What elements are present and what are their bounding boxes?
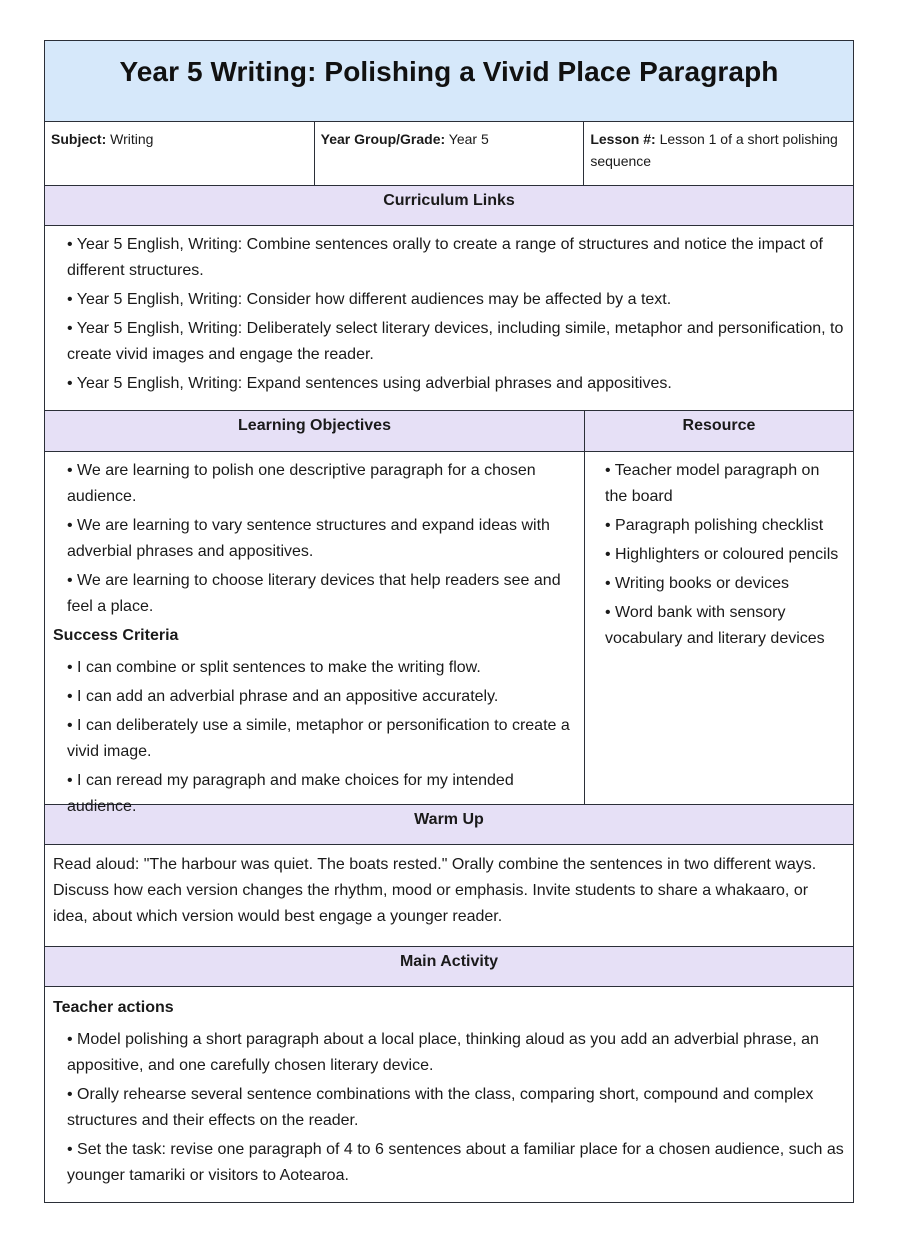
lesson-number-label: Lesson #: xyxy=(590,131,656,147)
list-item: • Highlighters or coloured pencils xyxy=(605,542,845,568)
main-activity-heading: Main Activity xyxy=(45,947,853,987)
objectives-resource-row xyxy=(45,452,853,815)
list-item: • I can deliberately use a simile, metaphor or personification to create a vivid image. xyxy=(67,713,576,765)
meta-row xyxy=(45,122,853,186)
curriculum-links-heading: Curriculum Links xyxy=(45,186,853,226)
title-row xyxy=(45,41,853,122)
teacher-actions-list xyxy=(53,1027,845,1189)
main-activity-section xyxy=(45,987,853,1202)
list-item: • Orally rehearse several sentence combinations with the class, comparing short, compound and complex structures and their effects on the reader. xyxy=(67,1082,845,1134)
list-item: • Year 5 English, Writing: Expand sentences using adverbial phrases and appositives. xyxy=(67,371,845,397)
year-group-label: Year Group/Grade: xyxy=(320,131,446,147)
success-criteria-heading: Success Criteria xyxy=(53,627,179,644)
curriculum-links-section xyxy=(45,226,853,411)
list-item: • Year 5 English, Writing: Combine sentences orally to create a range of structures and notice the impact of different structures. xyxy=(67,232,845,284)
warm-up-text: Read aloud: "The harbour was quiet. The boats rested." Orally combine the sentences in two different ways. Discuss how each version changes the rhythm, mood or emphasis. Invite students to share a whakaaro, or idea, about which version would best engage a younger reader. xyxy=(45,845,853,947)
subject-value: Writing xyxy=(110,131,154,147)
resource-list xyxy=(591,458,845,652)
success-criteria-list xyxy=(53,655,576,820)
objectives-resource-heading-row xyxy=(45,411,853,452)
lesson-number-cell xyxy=(583,122,853,185)
list-item: • Year 5 English, Writing: Deliberately select literary devices, including simile, metaphor and personification, to create vivid images and engage the reader. xyxy=(67,316,845,368)
learning-objectives-heading: Learning Objectives xyxy=(45,411,585,451)
learning-objectives-cell xyxy=(45,452,585,815)
list-item: • Word bank with sensory vocabulary and literary devices xyxy=(605,600,845,652)
learning-objectives-list xyxy=(53,458,576,620)
list-item: • Teacher model paragraph on the board xyxy=(605,458,845,510)
list-item: • We are learning to choose literary devices that help readers see and feel a place. xyxy=(67,568,576,620)
list-item: • I can add an adverbial phrase and an appositive accurately. xyxy=(67,684,576,710)
list-item: • Model polishing a short paragraph about a local place, thinking aloud as you add an adverbial phrase, an appositive, and one carefully chosen literary device. xyxy=(67,1027,845,1079)
resource-heading: Resource xyxy=(682,417,756,434)
list-item: • Paragraph polishing checklist xyxy=(605,513,845,539)
lesson-number-value: Lesson 1 of a short polishing sequence xyxy=(590,131,838,169)
list-item: • Writing books or devices xyxy=(605,571,845,597)
teacher-actions-heading: Teacher actions xyxy=(53,999,174,1016)
list-item: • I can reread my paragraph and make choices for my intended audience. xyxy=(67,768,576,820)
list-item: • Year 5 English, Writing: Consider how different audiences may be affected by a text. xyxy=(67,287,845,313)
list-item: • We are learning to polish one descriptive paragraph for a chosen audience. xyxy=(67,458,576,510)
subject-cell xyxy=(45,122,314,185)
curriculum-links-list xyxy=(53,232,845,397)
lesson-plan-table xyxy=(44,40,854,1203)
year-group-value: Year 5 xyxy=(448,131,489,147)
year-group-cell xyxy=(314,122,584,185)
resource-cell xyxy=(585,452,853,804)
warm-up-heading: Warm Up xyxy=(45,805,853,845)
subject-label: Subject: xyxy=(51,131,107,147)
list-item: • Set the task: revise one paragraph of 4 to 6 sentences about a familiar place for a chosen audience, such as younger tamariki or visitors to Aotearoa. xyxy=(67,1137,845,1189)
page-title: Year 5 Writing: Polishing a Vivid Place Paragraph xyxy=(119,56,779,87)
list-item: • We are learning to vary sentence structures and expand ideas with adverbial phrases and appositives. xyxy=(67,513,576,565)
list-item: • I can combine or split sentences to make the writing flow. xyxy=(67,655,576,681)
